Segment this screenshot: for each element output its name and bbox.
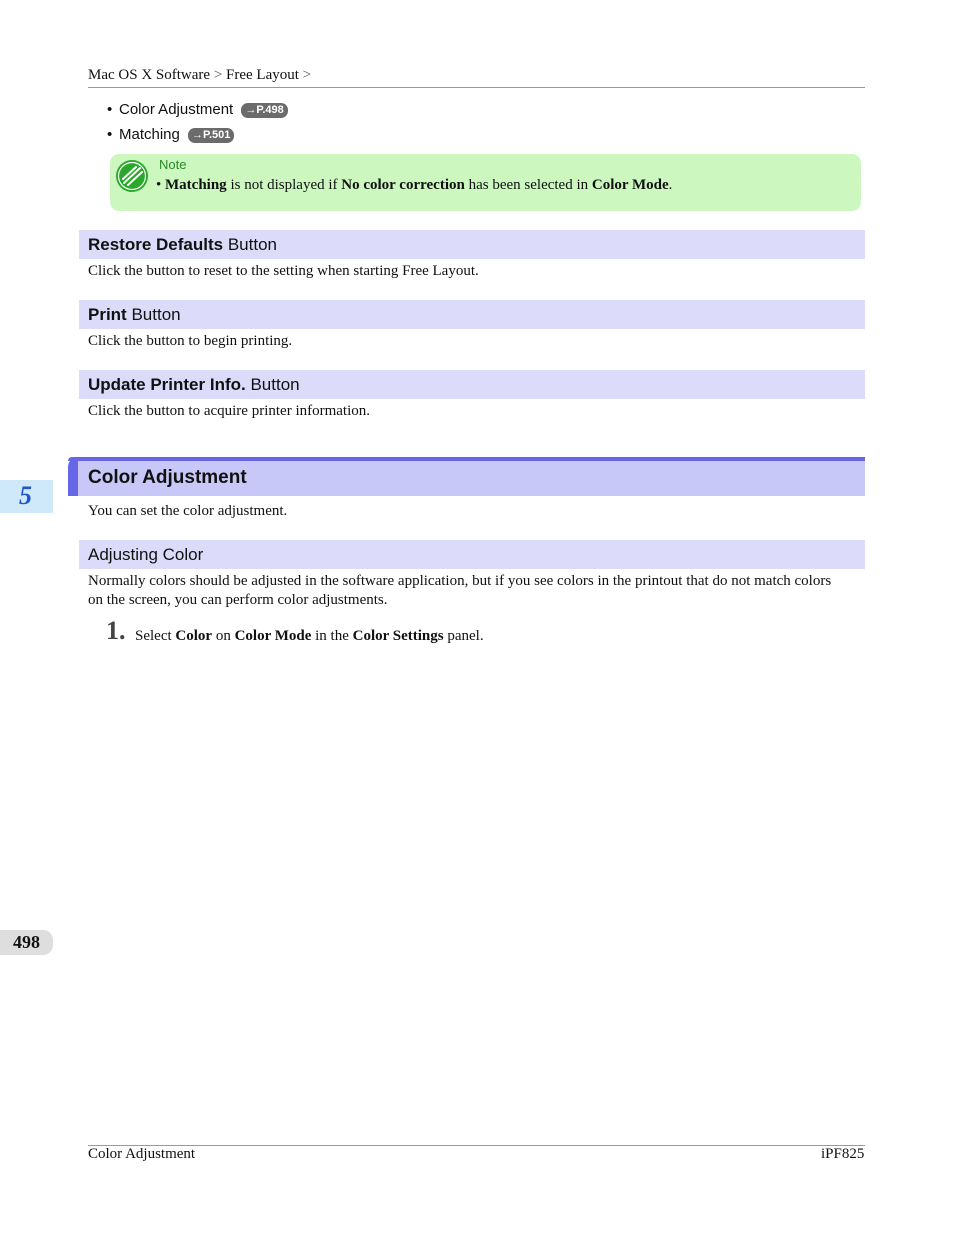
breadcrumb-item[interactable]: Free Layout (226, 67, 299, 83)
step-text (135, 628, 484, 645)
main-section-title: Color Adjustment (88, 467, 247, 488)
step-text-part: on (212, 628, 235, 644)
section-title (88, 305, 181, 325)
section-title-bold: Update Printer Info. (88, 375, 246, 394)
list-item-label: Matching (119, 126, 180, 143)
section-body: You can set the color adjustment. (88, 503, 288, 519)
section-title-bold: Print (88, 305, 127, 324)
note-term: No color correction (341, 177, 465, 193)
note-text-part: is not displayed if (226, 177, 342, 193)
note-term: Matching (165, 177, 227, 193)
note-text (156, 177, 672, 194)
page-number: 498 (13, 932, 40, 952)
note-text-part: . (668, 177, 673, 193)
note-text-part: has been selected in (464, 177, 592, 193)
footer-divider (88, 1145, 865, 1146)
chapter-number: 5 (19, 481, 32, 510)
list-item (107, 126, 234, 143)
step-term: Color (175, 628, 213, 644)
section-title-rest: Button (245, 375, 300, 394)
subsection-title: Adjusting Color (88, 545, 204, 564)
breadcrumb-item[interactable]: Mac OS X Software (88, 67, 211, 83)
step-term: Color Mode (234, 628, 312, 644)
step-number: 1. (106, 616, 126, 645)
bullet-icon: • (107, 101, 113, 118)
breadcrumb (88, 67, 311, 84)
step-text-part: Select (135, 628, 176, 644)
breadcrumb-separator: > (213, 67, 223, 83)
note-term: Color Mode (591, 177, 669, 193)
step-text-part: panel. (443, 628, 484, 644)
bullet-icon: • (156, 177, 166, 193)
paragraph-line: on the screen, you can perform color adjustments. (88, 592, 388, 608)
main-section-accent (68, 457, 78, 496)
section-header-print (79, 300, 865, 329)
breadcrumb-separator: > (302, 67, 312, 83)
note-title: Note (159, 157, 187, 172)
section-title (88, 235, 277, 255)
page-reference-link[interactable]: →P.501 (188, 128, 234, 143)
footer-model-name: iPF825 (821, 1146, 865, 1162)
header-divider (88, 87, 865, 88)
footer-section-name: Color Adjustment (88, 1146, 196, 1162)
section-title-rest: Button (223, 235, 277, 254)
section-title-rest: Button (126, 305, 181, 324)
section-title-bold: Restore Defaults (88, 235, 224, 254)
page-reference-link[interactable]: →P.498 (241, 103, 287, 118)
step-term: Color Settings (352, 628, 444, 644)
paragraph-line: Normally colors should be adjusted in the software application, but if you see colors in the printout that do not match colors (88, 573, 832, 589)
section-body: Click the button to begin printing. (88, 333, 293, 349)
pencil-note-icon (115, 159, 149, 193)
list-item-label: Color Adjustment (119, 101, 234, 118)
main-section-accent (68, 457, 865, 461)
list-item (107, 101, 288, 118)
section-body: Click the button to reset to the setting when starting Free Layout. (88, 263, 479, 279)
section-title (88, 375, 300, 395)
step-text-part: in the (311, 628, 353, 644)
bullet-icon: • (107, 126, 113, 143)
section-body: Click the button to acquire printer information. (88, 403, 371, 419)
